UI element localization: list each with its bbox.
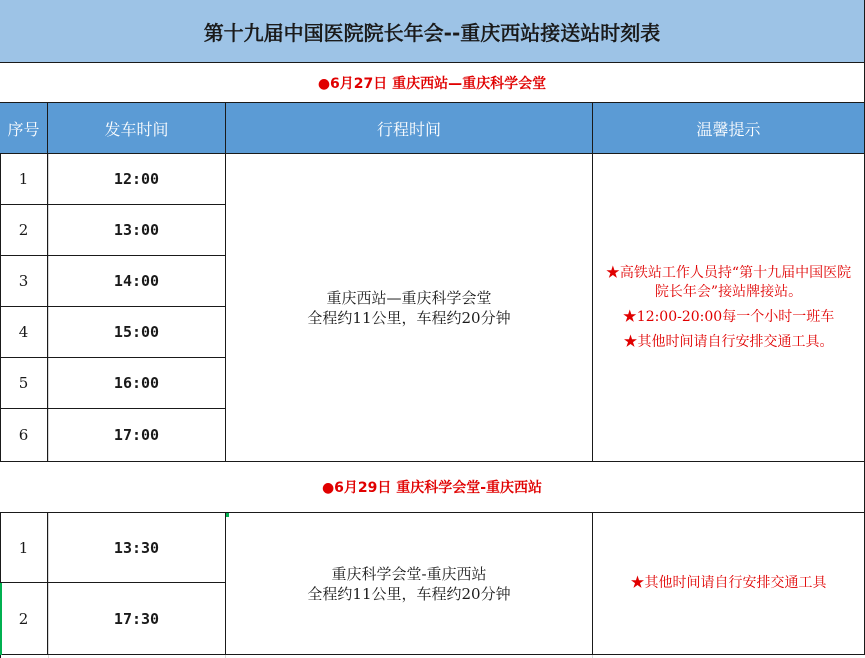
row-number[interactable]: 1 [0, 513, 48, 583]
header-no[interactable]: 序号 [0, 103, 48, 154]
trip-route-cell[interactable] [226, 154, 593, 462]
cell-selection-marker [226, 513, 229, 517]
depart-time-cell[interactable]: 16:00 [48, 358, 226, 409]
row-number[interactable]: 4 [0, 307, 48, 358]
tip-item: ★其他时间请自行安排交通工具 [630, 575, 827, 591]
route-distance: 全程约11公里，车程约20分钟 [307, 584, 511, 603]
section1-heading[interactable]: ●6月27日 重庆西站—重庆科学会堂 [0, 63, 865, 103]
row-number[interactable]: 3 [0, 256, 48, 307]
depart-time-cell[interactable]: 17:00 [48, 409, 226, 462]
section2-heading[interactable]: ●6月29日 重庆科学会堂-重庆西站 [0, 462, 865, 513]
tips-cell[interactable] [593, 513, 865, 655]
trip-route-cell[interactable] [226, 513, 593, 655]
page-title[interactable]: 第十九届中国医院院长年会--重庆西站接送站时刻表 [0, 0, 865, 63]
tip-item: ★高铁站工作人员持“第十九届中国医院院长年会”接站牌接站。 [605, 264, 852, 300]
route-distance: 全程约11公里，车程约20分钟 [307, 308, 511, 327]
tip-item: ★其他时间请自行安排交通工具。 [623, 333, 834, 350]
row-number[interactable]: 2 [0, 205, 48, 256]
route-name: 重庆科学会堂-重庆西站 [331, 564, 487, 583]
row-number[interactable]: 1 [0, 154, 48, 205]
tips-cell[interactable] [593, 154, 865, 462]
route-name: 重庆西站—重庆科学会堂 [326, 288, 492, 307]
header-trip-time[interactable]: 行程时间 [226, 103, 593, 154]
depart-time-cell[interactable]: 14:00 [48, 256, 226, 307]
header-tips[interactable]: 温馨提示 [593, 103, 865, 154]
depart-time-cell[interactable]: 13:30 [48, 513, 226, 583]
header-depart-time[interactable]: 发车时间 [48, 103, 226, 154]
depart-time-cell[interactable]: 12:00 [48, 154, 226, 205]
depart-time-cell[interactable]: 15:00 [48, 307, 226, 358]
row-number[interactable]: 2 [0, 583, 48, 655]
depart-time-cell[interactable]: 17:30 [48, 583, 226, 655]
row-number[interactable]: 6 [0, 409, 48, 462]
depart-time-cell[interactable]: 13:00 [48, 205, 226, 256]
tip-item: ★12:00-20:00每一个小时一班车 [622, 308, 835, 325]
cell-selection-marker [0, 583, 2, 655]
row-number[interactable]: 5 [0, 358, 48, 409]
